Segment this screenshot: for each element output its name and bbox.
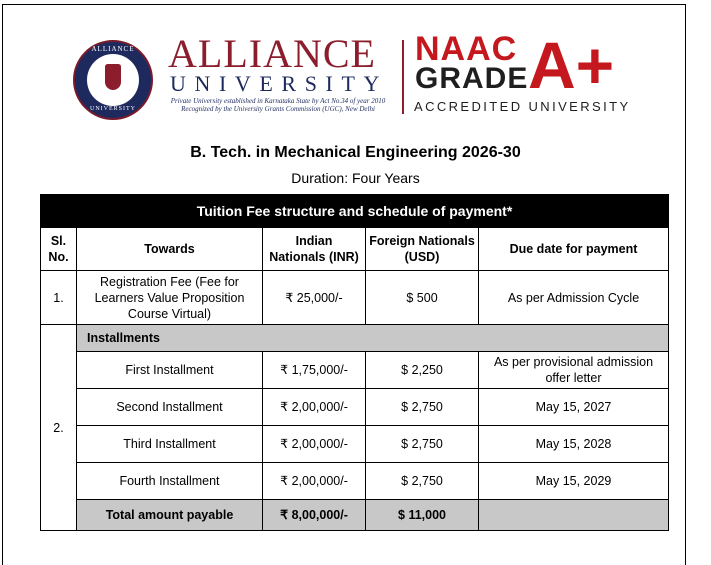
total-usd: $ 11,000 — [366, 500, 479, 531]
installments-sl: 2. — [41, 325, 77, 531]
registration-due: As per Admission Cycle — [479, 271, 669, 325]
header-indian-nationals: Indian Nationals (INR) — [263, 228, 366, 271]
installment-usd: $ 2,250 — [366, 352, 479, 389]
logo-divider — [402, 40, 404, 114]
table-row — [41, 389, 669, 426]
university-note-line-1: Private University established in Karnataka State by Act No.34 of year 2010 — [170, 97, 386, 105]
installments-header-row — [41, 325, 669, 352]
header-towards: Towards — [77, 228, 263, 271]
total-label: Total amount payable — [77, 500, 263, 531]
installment-name: Fourth Installment — [77, 463, 263, 500]
seal-text-top: ALLIANCE — [91, 45, 135, 53]
accredited-label: ACCREDITED UNIVERSITY — [414, 99, 631, 114]
grade-value: A+ — [528, 28, 615, 102]
installment-due: May 15, 2029 — [479, 463, 669, 500]
installment-inr: ₹ 2,00,000/- — [263, 463, 366, 500]
installment-inr: ₹ 1,75,000/- — [263, 352, 366, 389]
table-header-row — [41, 228, 669, 271]
program-title: B. Tech. in Mechanical Engineering 2026-30 — [190, 144, 521, 161]
fee-table — [40, 194, 669, 531]
table-row-registration — [41, 271, 669, 325]
total-row — [41, 500, 669, 531]
university-note-line-2: Recognized by the University Grants Commission (UGC), New Delhi — [181, 105, 375, 113]
installment-usd: $ 2,750 — [366, 463, 479, 500]
university-seal-logo — [73, 40, 153, 120]
university-subtitle: UNIVERSITY — [170, 71, 388, 96]
university-name: ALLIANCE — [168, 31, 376, 76]
table-caption: Tuition Fee structure and schedule of payment* — [41, 195, 669, 228]
naac-label: NAAC — [415, 30, 518, 68]
table-row — [41, 352, 669, 389]
program-duration: Duration: Four Years — [291, 170, 420, 186]
installment-due: As per provisional admission offer letter — [479, 352, 669, 389]
registration-usd: $ 500 — [366, 271, 479, 325]
total-due-empty — [479, 500, 669, 531]
installment-due: May 15, 2028 — [479, 426, 669, 463]
seal-text-bottom: UNIVERSITY — [90, 106, 136, 112]
university-note — [168, 97, 388, 113]
registration-inr: ₹ 25,000/- — [263, 271, 366, 325]
table-row — [41, 426, 669, 463]
seal-inner — [87, 54, 139, 106]
installment-name: Third Installment — [77, 426, 263, 463]
installment-inr: ₹ 2,00,000/- — [263, 389, 366, 426]
shield-icon — [105, 64, 121, 90]
header-due-date: Due date for payment — [479, 228, 669, 271]
header-sl-no: Sl. No. — [41, 228, 77, 271]
header-foreign-nationals: Foreign Nationals (USD) — [366, 228, 479, 271]
registration-towards: Registration Fee (Fee for Learners Value Proposition Course Virtual) — [77, 271, 263, 325]
installment-due: May 15, 2027 — [479, 389, 669, 426]
installment-usd: $ 2,750 — [366, 426, 479, 463]
table-row — [41, 463, 669, 500]
installment-name: Second Installment — [77, 389, 263, 426]
grade-label: GRADE — [415, 62, 529, 95]
registration-sl: 1. — [41, 271, 77, 325]
total-inr: ₹ 8,00,000/- — [263, 500, 366, 531]
installments-label: Installments — [77, 325, 669, 352]
installment-usd: $ 2,750 — [366, 389, 479, 426]
installment-inr: ₹ 2,00,000/- — [263, 426, 366, 463]
installment-name: First Installment — [77, 352, 263, 389]
